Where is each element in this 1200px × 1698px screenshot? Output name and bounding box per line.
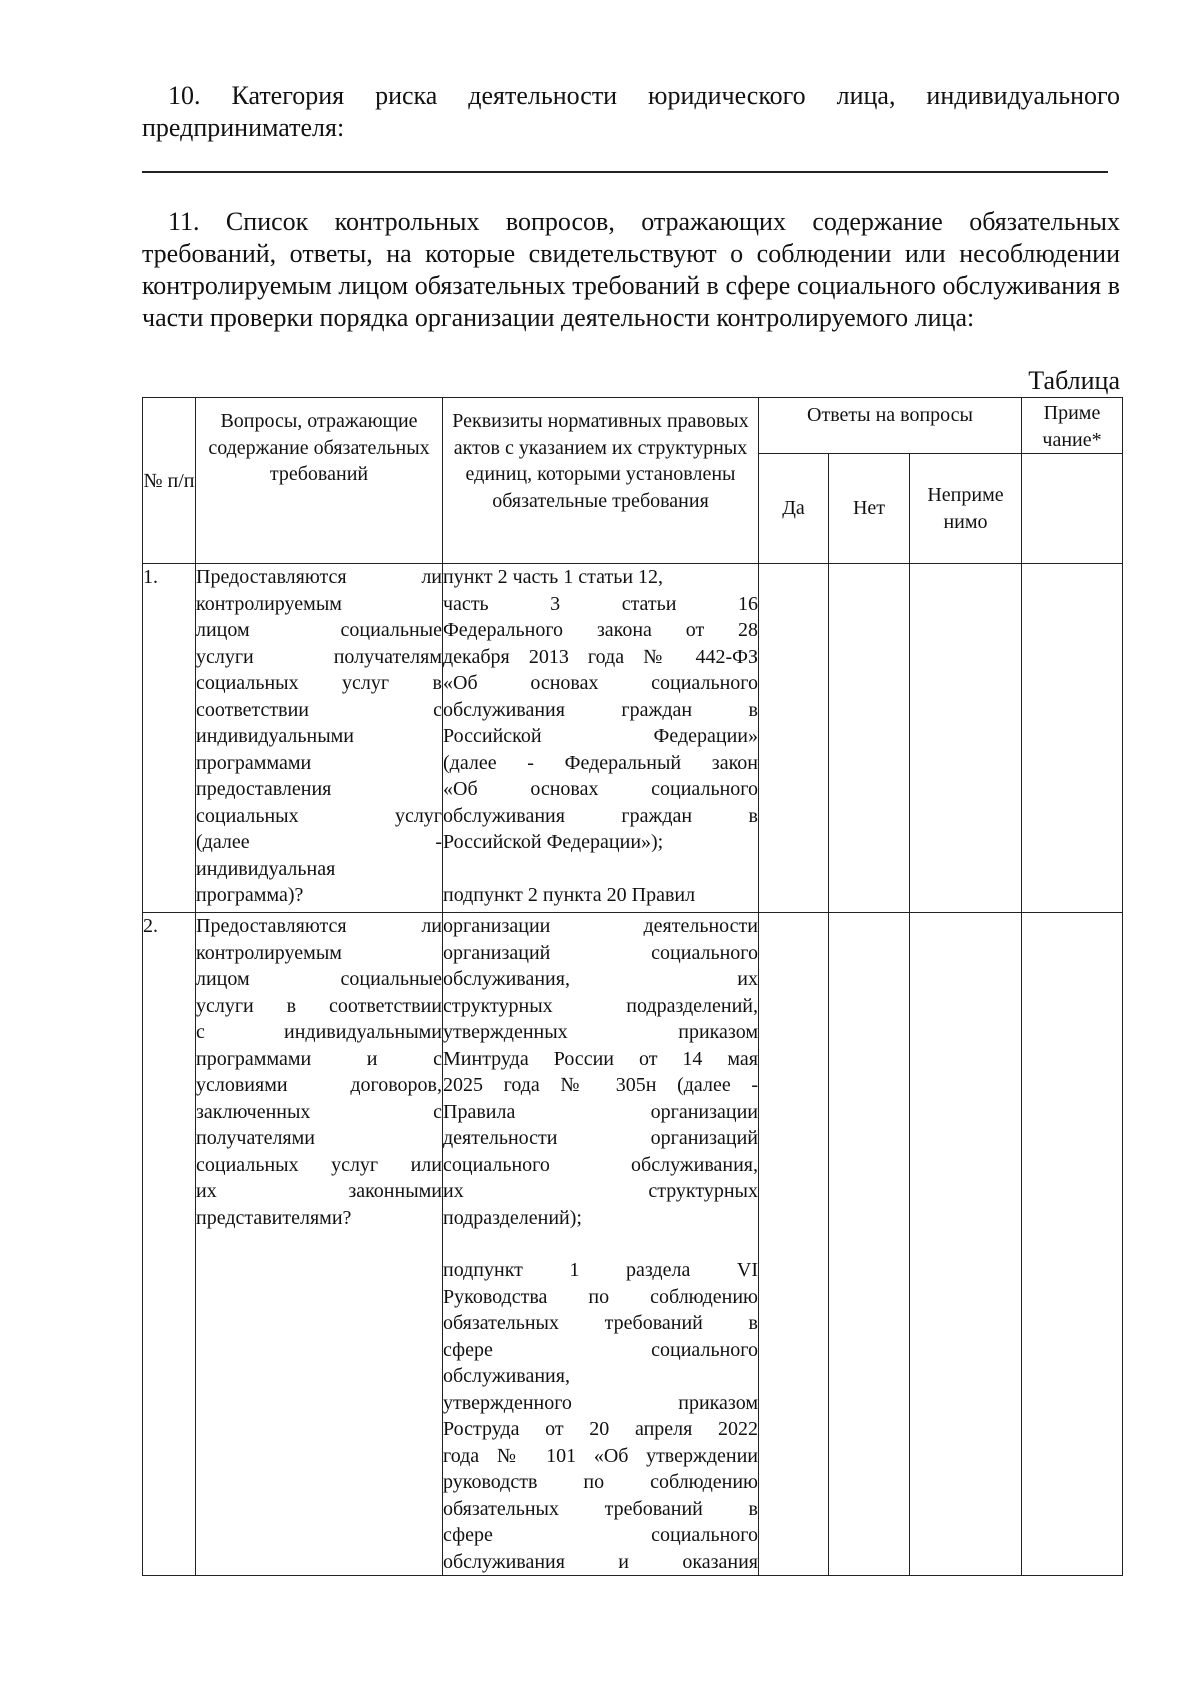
text-line: (далее - Федеральный закон [443, 751, 758, 774]
section-10-text: 10. Категория риска деятельности юридического лица, индивидуального предпринимателя: [142, 81, 1120, 142]
text-line: Российской Федерации» [443, 725, 758, 747]
header-yes: Да [759, 454, 829, 564]
text-line: соответствии с [196, 698, 442, 721]
text-line: услуги в соответствии [196, 994, 442, 1017]
text-line: сфере социального [443, 1338, 758, 1361]
text-line: организаций социального [443, 941, 758, 964]
header-num: № п/п [143, 398, 196, 564]
text-line: руководств по соблюдению [443, 1471, 758, 1493]
text-line: «Об основах социального [443, 672, 758, 694]
text-line: обслуживания и оказания [443, 1550, 758, 1573]
header-no: Нет [829, 454, 910, 564]
text-line: программа)? [196, 884, 304, 906]
text-line: Правила организации [443, 1100, 758, 1123]
text-line: лицом социальные [196, 968, 442, 990]
text-line: индивидуальная [196, 857, 336, 880]
text-line: подпункт 2 пункта 20 Правил [443, 883, 696, 906]
text-line: 2025 года № 305н (далее - [443, 1074, 758, 1096]
spacer [443, 1231, 758, 1257]
answer-no-cell[interactable] [829, 564, 910, 913]
text-line: лицом социальные [196, 619, 442, 641]
text-line: с индивидуальными [196, 1021, 442, 1043]
header-note-blank [1022, 454, 1123, 564]
text-line: представителями? [196, 1206, 352, 1229]
text-line: обслуживания, [443, 1365, 570, 1387]
text-line: социальных услуг в [196, 672, 442, 694]
text-line: социальных услуг или [196, 1153, 442, 1176]
text-line: деятельности организаций [443, 1127, 758, 1149]
reference-cell [443, 564, 759, 913]
text-line: часть 3 статьи 16 [443, 592, 758, 615]
text-line: предоставления [196, 778, 332, 800]
text-line: Минтруда России от 14 мая [443, 1047, 758, 1070]
text-line: сфере социального [443, 1524, 758, 1546]
text-line: декабря 2013 года № 442-ФЗ [443, 645, 758, 668]
section-11-paragraph [142, 206, 1120, 334]
text-line: контролируемым [196, 592, 342, 615]
answer-line [142, 171, 1108, 173]
note-cell[interactable] [1022, 564, 1123, 913]
answer-yes-cell[interactable] [759, 564, 829, 913]
text-line: Роструда от 20 апреля 2022 [443, 1418, 758, 1440]
text-line: контролируемым [196, 941, 342, 964]
text-line: условиями договоров, [196, 1074, 442, 1096]
text-line: социальных услуг [196, 804, 442, 827]
checklist-table [142, 397, 1123, 1576]
section-10-paragraph [142, 80, 1120, 144]
text-line: заключенных с [196, 1100, 442, 1123]
text-line: года № 101 «Об утверждении [443, 1444, 758, 1467]
table-row [143, 913, 1123, 1576]
header-requisites: Реквизиты нормативных правовых актов с указанием их структурных единиц, которыми установлены обязательные требования [443, 398, 759, 564]
row-number: 1. [143, 564, 196, 913]
text-line: Предоставляются ли [196, 915, 442, 937]
text-line: структурных подразделений, [443, 994, 758, 1017]
text-line: организации деятельности [443, 915, 758, 937]
table-row [143, 564, 1123, 913]
question-cell [196, 564, 443, 913]
note-cell[interactable] [1022, 913, 1123, 1576]
text-line: Российской Федерации»); [443, 831, 664, 853]
text-line: подразделений); [443, 1206, 582, 1229]
text-line: обязательных требований в [443, 1312, 758, 1334]
text-line: пункт 2 часть 1 статьи 12, [443, 566, 664, 588]
header-questions: Вопросы, отражающие содержание обязательных требований [196, 398, 443, 564]
text-line: утвержденных приказом [443, 1021, 758, 1043]
text-line: услуги получателям [196, 645, 442, 668]
text-line: их структурных [443, 1180, 758, 1202]
text-line: получателями [196, 1127, 315, 1149]
text-line: «Об основах социального [443, 778, 758, 800]
text-line: обязательных требований в [443, 1497, 758, 1520]
reference-cell [443, 913, 759, 1576]
question-cell [196, 913, 443, 1576]
text-line: Предоставляются ли [196, 566, 442, 588]
text-line: утвержденного приказом [443, 1391, 758, 1414]
text-line: Федерального закона от 28 [443, 619, 758, 641]
text-line: обслуживания граждан в [443, 698, 758, 721]
text-line: обслуживания, их [443, 968, 758, 990]
answer-yes-cell[interactable] [759, 913, 829, 1576]
answer-not-applicable-cell[interactable] [910, 913, 1022, 1576]
text-line: Руководства по соблюдению [443, 1285, 758, 1308]
text-line: (далее - [196, 831, 442, 853]
header-answers: Ответы на вопросы [759, 398, 1022, 454]
header-not-applicable: Неприме нимо [910, 454, 1022, 564]
text-line: обслуживания граждан в [443, 804, 758, 827]
text-line: программами [196, 751, 312, 774]
text-line: индивидуальными [196, 725, 354, 747]
header-note: Приме чание* [1022, 398, 1123, 454]
text-line: социального обслуживания, [443, 1153, 758, 1176]
section-11-text: 11. Список контрольных вопросов, отражающих содержание обязательных требований, ответы, на которые свидетельствуют о соблюдении или несоблюдении контролируемым лицом обязательных требований в сфере социального обслуживания в части проверки порядка организации деятельности контролируемого лица: [142, 207, 1120, 332]
text-line: программами и с [196, 1047, 442, 1070]
text-line: подпункт 1 раздела VI [443, 1259, 758, 1281]
spacer [443, 856, 758, 882]
answer-not-applicable-cell[interactable] [910, 564, 1022, 913]
row-number: 2. [143, 913, 196, 1576]
table-label: Таблица [1028, 366, 1120, 395]
answer-no-cell[interactable] [829, 913, 910, 1576]
text-line: их законными [196, 1180, 442, 1202]
